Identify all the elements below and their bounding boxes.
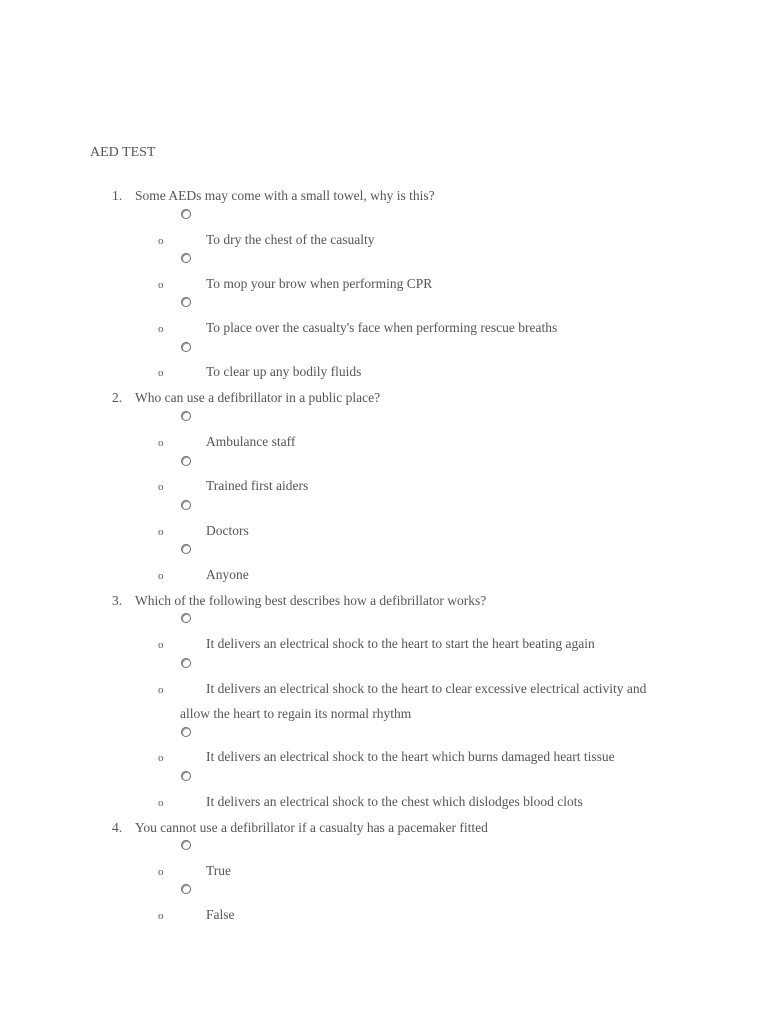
question-number: 4. bbox=[112, 820, 123, 835]
option-label: False bbox=[206, 907, 235, 922]
option-label: It delivers an electrical shock to the heart to start the heart beating again bbox=[206, 636, 595, 651]
option-radio-button[interactable] bbox=[181, 727, 191, 737]
option-label: True bbox=[206, 863, 232, 878]
option-label: It delivers an electrical shock to the heart to clear excessive electrical activity and bbox=[206, 681, 647, 696]
question-number: 1. bbox=[112, 188, 123, 203]
question-text: Some AEDs may come with a small towel, why is this? bbox=[135, 188, 435, 203]
option-label: To place over the casualty's face when performing rescue breaths bbox=[206, 320, 558, 335]
option-radio-button[interactable] bbox=[181, 500, 191, 510]
option-radio-button[interactable] bbox=[181, 613, 191, 623]
option-label: Doctors bbox=[206, 523, 249, 538]
question-text: Which of the following best describes how a defibrillator works? bbox=[135, 593, 487, 608]
option-label-continued: allow the heart to regain its normal rhythm bbox=[180, 706, 412, 721]
bullet-icon: o bbox=[158, 910, 164, 922]
bullet-icon: o bbox=[158, 866, 164, 878]
bullet-icon: o bbox=[158, 323, 164, 335]
bullet-icon: o bbox=[158, 639, 164, 651]
bullet-icon: o bbox=[158, 570, 164, 582]
option-label: It delivers an electrical shock to the chest which dislodges blood clots bbox=[206, 794, 583, 809]
option-radio-button[interactable] bbox=[181, 297, 191, 307]
bullet-icon: o bbox=[158, 481, 164, 493]
option-radio-button[interactable] bbox=[181, 253, 191, 263]
option-radio-button[interactable] bbox=[181, 771, 191, 781]
option-radio-button[interactable] bbox=[181, 342, 191, 352]
bullet-icon: o bbox=[158, 684, 164, 696]
bullet-icon: o bbox=[158, 279, 164, 291]
bullet-icon: o bbox=[158, 235, 164, 247]
option-radio-button[interactable] bbox=[181, 456, 191, 466]
option-label: To mop your brow when performing CPR bbox=[206, 276, 433, 291]
question-text: Who can use a defibrillator in a public place? bbox=[135, 390, 381, 405]
option-label: It delivers an electrical shock to the heart which burns damaged heart tissue bbox=[206, 749, 615, 764]
option-radio-button[interactable] bbox=[181, 840, 191, 850]
option-radio-button[interactable] bbox=[181, 209, 191, 219]
option-label: Anyone bbox=[206, 567, 249, 582]
option-radio-button[interactable] bbox=[181, 411, 191, 421]
question-text: You cannot use a defibrillator if a casualty has a pacemaker fitted bbox=[135, 820, 488, 835]
bullet-icon: o bbox=[158, 526, 164, 538]
option-label: Ambulance staff bbox=[206, 434, 296, 449]
option-radio-button[interactable] bbox=[181, 884, 191, 894]
bullet-icon: o bbox=[158, 367, 164, 379]
question-number: 3. bbox=[112, 593, 123, 608]
bullet-icon: o bbox=[158, 797, 164, 809]
bullet-icon: o bbox=[158, 437, 164, 449]
option-radio-button[interactable] bbox=[181, 658, 191, 668]
option-label: To clear up any bodily fluids bbox=[206, 364, 362, 379]
option-radio-button[interactable] bbox=[181, 544, 191, 554]
page-title: AED TEST bbox=[90, 145, 156, 160]
option-label: Trained first aiders bbox=[206, 478, 309, 493]
bullet-icon: o bbox=[158, 752, 164, 764]
question-number: 2. bbox=[112, 390, 123, 405]
option-label: To dry the chest of the casualty bbox=[206, 232, 375, 247]
